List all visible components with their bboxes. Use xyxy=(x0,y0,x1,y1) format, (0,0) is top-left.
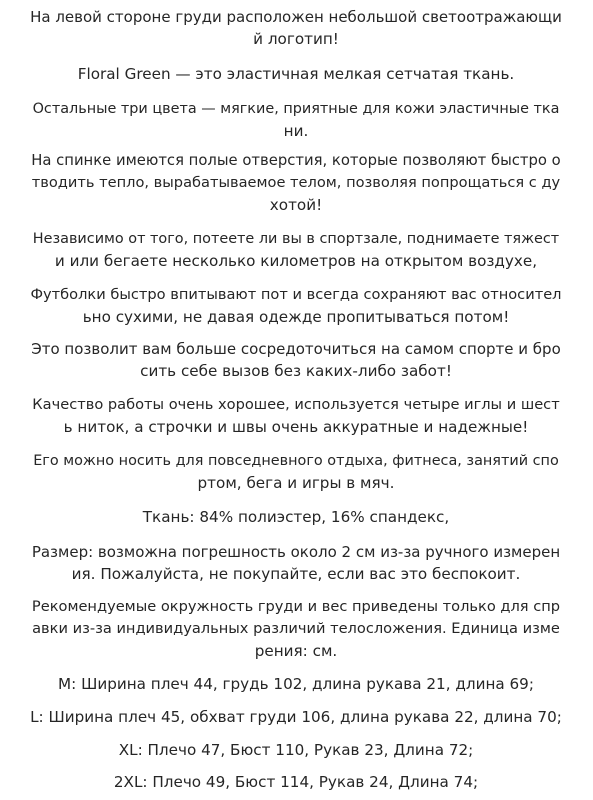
text-line: Размер: возможна погрешность около 2 см из-за ручного измерен xyxy=(31,543,561,561)
size-row-l xyxy=(30,706,562,728)
text-line: M: Ширина плеч 44, грудь 102, длина рукава 21, длина 69; xyxy=(58,675,534,693)
text-line: ни. xyxy=(283,122,309,140)
text-line: Ткань: 84% полиэстер, 16% спандекс, xyxy=(142,508,450,526)
text-line: Независимо от того, потеете ли вы в спортзале, поднимаете тяжест xyxy=(32,231,560,247)
paragraph-size-error xyxy=(30,541,562,585)
text-line: L: Ширина плеч 45, обхват груди 106, длина рукава 22, длина 70; xyxy=(30,708,562,726)
text-line: ртом, бега и игры в мяч. xyxy=(197,474,395,492)
text-line: Рекомендуемые окружность груди и вес приведены только для спр xyxy=(31,598,561,615)
text-line: ия. Пожалуйста, не покупайте, если вас это беспокоит. xyxy=(71,565,521,583)
text-line: Остальные три цвета — мягкие, приятные для кожи эластичные тка xyxy=(32,101,560,117)
paragraph-size-note xyxy=(30,596,562,662)
text-line: На левой стороне груди расположен небольшой светоотражающи xyxy=(30,8,562,26)
paragraph-reflective-logo xyxy=(30,6,562,50)
text-line: авки из-за индивидуальных различий телосложения. Единица изме xyxy=(32,620,560,637)
text-line: рения: см. xyxy=(254,642,338,660)
text-line: Это позволит вам больше сосредоточиться на самом спорте и бро xyxy=(31,340,561,358)
size-row-m xyxy=(30,673,562,695)
paragraph-sweat xyxy=(30,284,562,328)
paragraph-usage xyxy=(30,450,562,494)
text-line: ь ниток, а строчки и швы очень аккуратные и надежные! xyxy=(63,418,529,436)
text-line: Футболки быстро впитывают пот и всегда сохраняют вас относител xyxy=(30,286,562,303)
text-line: ьно сухими, не давая одежде пропитываться потом! xyxy=(82,308,510,326)
paragraph-other-colors xyxy=(30,98,562,142)
text-line: сить себе вызов без каких-либо забот! xyxy=(140,362,452,380)
size-row-xl xyxy=(30,739,562,761)
text-line: XL: Плечо 47, Бюст 110, Рукав 23, Длина 72; xyxy=(118,741,474,759)
text-line: й логотип! xyxy=(253,30,339,48)
paragraph-quality xyxy=(30,394,562,438)
text-line: 2XL: Плечо 49, Бюст 114, Рукав 24, Длина 74; xyxy=(113,773,479,791)
paragraph-fabric xyxy=(30,506,562,528)
paragraph-back-holes xyxy=(30,150,562,216)
paragraph-gym xyxy=(30,228,562,272)
text-line: Floral Green — это эластичная мелкая сетчатая ткань. xyxy=(77,65,515,83)
size-row-2xl xyxy=(30,771,562,793)
text-line: тводить тепло, вырабатываемое телом, позволяя попрощаться с ду xyxy=(31,174,561,191)
paragraph-floral-green xyxy=(30,63,562,85)
text-line: и или бегаете несколько километров на открытом воздухе, xyxy=(54,252,538,270)
text-line: Его можно носить для повседневного отдыха, фитнеса, занятий спо xyxy=(33,453,559,469)
paragraph-focus xyxy=(30,338,562,382)
text-line: хотой! xyxy=(269,196,323,214)
text-line: Качество работы очень хорошее, используется четыре иглы и шест xyxy=(32,396,560,413)
text-line: На спинке имеются полые отверстия, которые позволяют быстро о xyxy=(31,152,561,169)
